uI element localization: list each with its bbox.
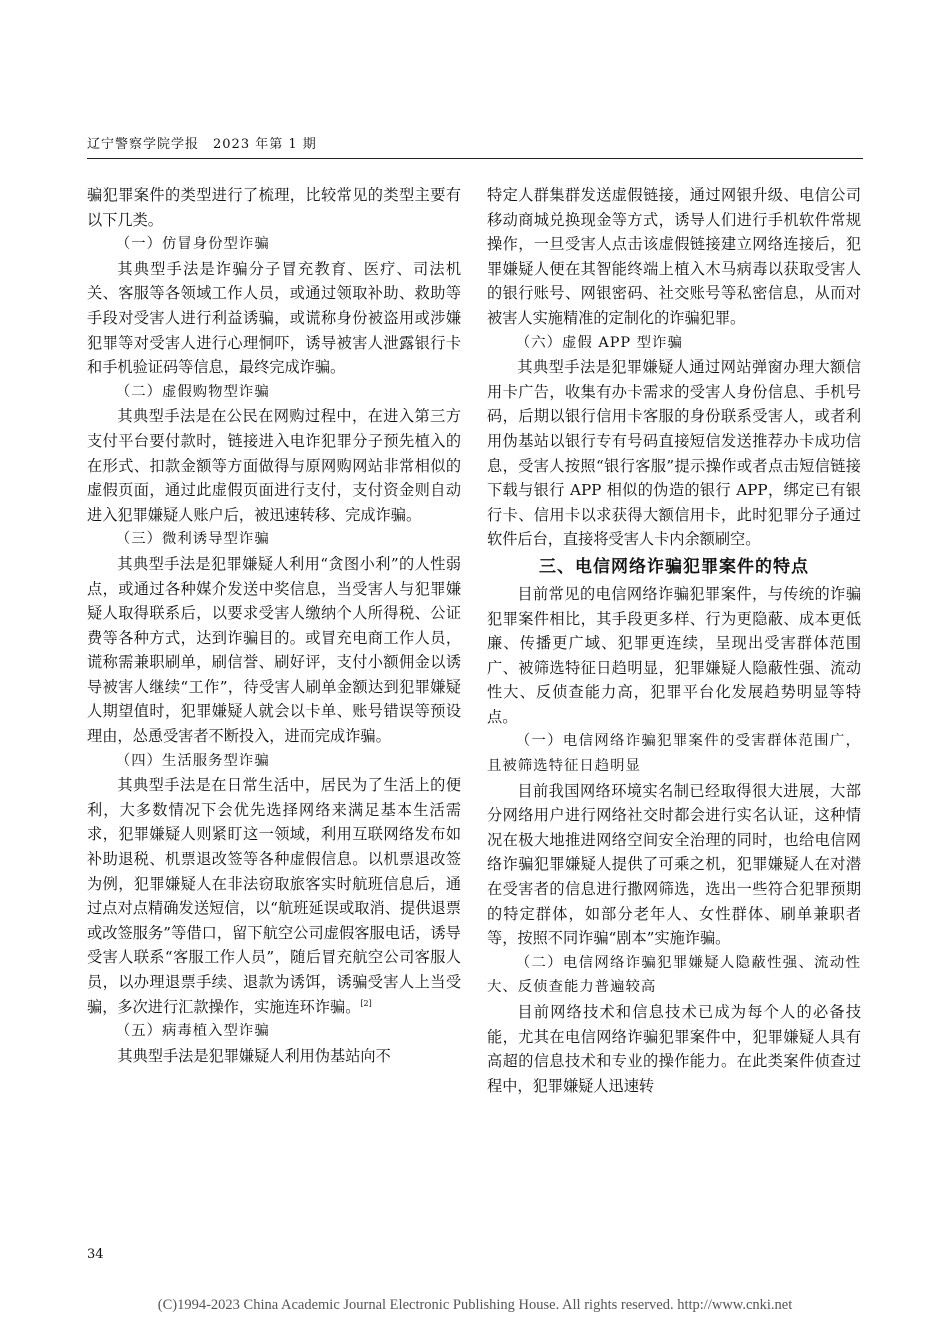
- paragraph: 特定人群集群发送虚假链接，通过网银升级、电信公司移动商城兑换现金等方式，诱导人们进行手机软件常规操作，一旦受害人点击该虚假链接建立网络连接后，犯罪嫌疑人便在其智能终端上植入木马病毒以获取受害人的银行账号、网银密码、社交账号等私密信息，从而对被害人实施精准的定制化的诈骗犯罪。: [487, 186, 861, 327]
- subheading: （一）电信网络诈骗犯罪案件的受害群体范围广，且被筛选特征日趋明显: [487, 733, 861, 775]
- subheading: （一）仿冒身份型诈骗: [115, 236, 270, 253]
- paragraph: 其典型手法是犯罪嫌疑人通过网站弹窗办理大额信用卡广告，收集有办卡需求的受害人身份信息、手机号码，后期以银行信用卡客服的身份联系受害人，或者利用伪基站以银行专有号码直接短信发送推荐办卡成功信息，受害人按照“银行客服”提示操作或者点击短信链接下载与银行 APP 相似的伪造的银行 APP，绑定已有银行卡、信用卡以求获得大额信用卡，此时犯罪分子通过软件后台，直接将受害人卡内余额刷空。: [487, 358, 861, 549]
- running-head: 辽宁警察学院学报 2023 年第 1 期: [87, 133, 863, 159]
- left-column: [87, 183, 461, 1068]
- copyright-footer: (C)1994-2023 China Academic Journal Electronic Publishing House. All rights reserved. http://www.cnki.net: [157, 1297, 793, 1313]
- paragraph: 目前我国网络环境实名制已经取得很大进展，大部分网络用户进行网络社交时都会进行实名认证，这种情况在极大地推进网络空间安全治理的同时，也给电信网络诈骗犯罪嫌疑人提供了可乘之机，犯罪嫌疑人在对潜在受害者的信息进行撒网筛选，选出一些符合犯罪预期的特定群体，如部分老年人、女性群体、刷单兼职者等，按照不同诈骗“剧本”实施诈骗。: [487, 781, 861, 948]
- subheading: （二）电信网络诈骗犯罪嫌疑人隐蔽性强、流动性大、反侦查能力普遍较高: [487, 954, 861, 996]
- subheading: （六）虚假 APP 型诈骗: [515, 334, 683, 351]
- paragraph: [87, 773, 461, 1019]
- paragraph: 目前常见的电信网络诈骗犯罪案件，与传统的诈骗犯罪案件相比，其手段更多样、行为更隐蔽、成本更低廉、传播更广域、犯罪更连续，呈现出受害群体范围广、被筛选特征日趋明显，犯罪嫌疑人隐蔽性强、流动性大、反侦查能力高，犯罪平台化发展趋势明显等特点。: [487, 584, 861, 726]
- right-column: [487, 183, 861, 1098]
- subheading: （五）病毒植入型诈骗: [115, 1023, 270, 1040]
- subheading: （三）微利诱导型诈骗: [115, 531, 270, 548]
- page-number: 34: [87, 1247, 104, 1262]
- paragraph: 其典型手法是在公民在网购过程中，在进入第三方支付平台要付款时，链接进入电诈犯罪分子预先植入的在形式、扣款金额等方面做得与原网购网站非常相似的虚假页面，通过此虚假页面进行支付，支付资金则自动进入犯罪嫌疑人账户后，被迅速转移、完成诈骗。: [87, 407, 461, 524]
- paragraph: 其典型手法是犯罪嫌疑人利用伪基站向不: [117, 1046, 391, 1065]
- paragraph: 骗犯罪案件的类型进行了梳理，比较常见的类型主要有以下几类。: [87, 186, 461, 229]
- paragraph: 目前网络技术和信息技术已成为每个人的必备技能，尤其在电信网络诈骗犯罪案件中，犯罪嫌疑人具有高超的信息技术和专业的操作能力。在此类案件侦查过程中，犯罪嫌疑人迅速转: [487, 1003, 861, 1095]
- paragraph-text: 其典型手法是在日常生活中，居民为了生活上的便利，大多数情况下会优先选择网络来满足基本生活需求，犯罪嫌疑人则紧盯这一领域，利用互联网络发布如补助退税、机票退改签等各种虚假信息。以机票退改签为例，犯罪嫌疑人在非法窃取旅客实时航班信息后，通过点对点精确发送短信，以“航班延误或取消、提供退票或改签服务”等借口，留下航空公司虚假客服电话，诱导受害人联系“客服工作人员”，随后冒充航空公司客服人员，以办理退票手续、退款为诱饵，诱骗受害人上当受骗，多次进行汇款操作，实施连环诈骗。: [87, 776, 461, 1016]
- paragraph: 其典型手法是诈骗分子冒充教育、医疗、司法机关、客服等各领域工作人员，或通过领取补助、救助等手段对受害人进行利益诱骗，或谎称身份被盗用或涉嫌犯罪等对受害人进行心理恫吓，诱导被害人泄露银行卡和手机验证码等信息，最终完成诈骗。: [87, 259, 461, 377]
- subheading: （二）虚假购物型诈骗: [115, 383, 270, 400]
- section-heading: 三、电信网络诈骗犯罪案件的特点: [539, 556, 809, 577]
- subheading: （四）生活服务型诈骗: [115, 752, 270, 769]
- citation: [2]: [360, 998, 372, 1008]
- paragraph: 其典型手法是犯罪嫌疑人利用“贪图小利”的人性弱点，或通过各种媒介发送中奖信息，当受害人与犯罪嫌疑人取得联系后，以要求受害人缴纳个人所得税、公证费等各种方式，达到诈骗目的。或冒充电商工作人员，谎称需兼职刷单，刷信誉、刷好评，支付小额佣金以诱导被害人继续“工作”，待受害人刷单金额达到犯罪嫌疑人期望值时，犯罪嫌疑人就会以卡单、账号错误等预设理由，怂恿受害者不断投入，进而完成诈骗。: [87, 554, 461, 746]
